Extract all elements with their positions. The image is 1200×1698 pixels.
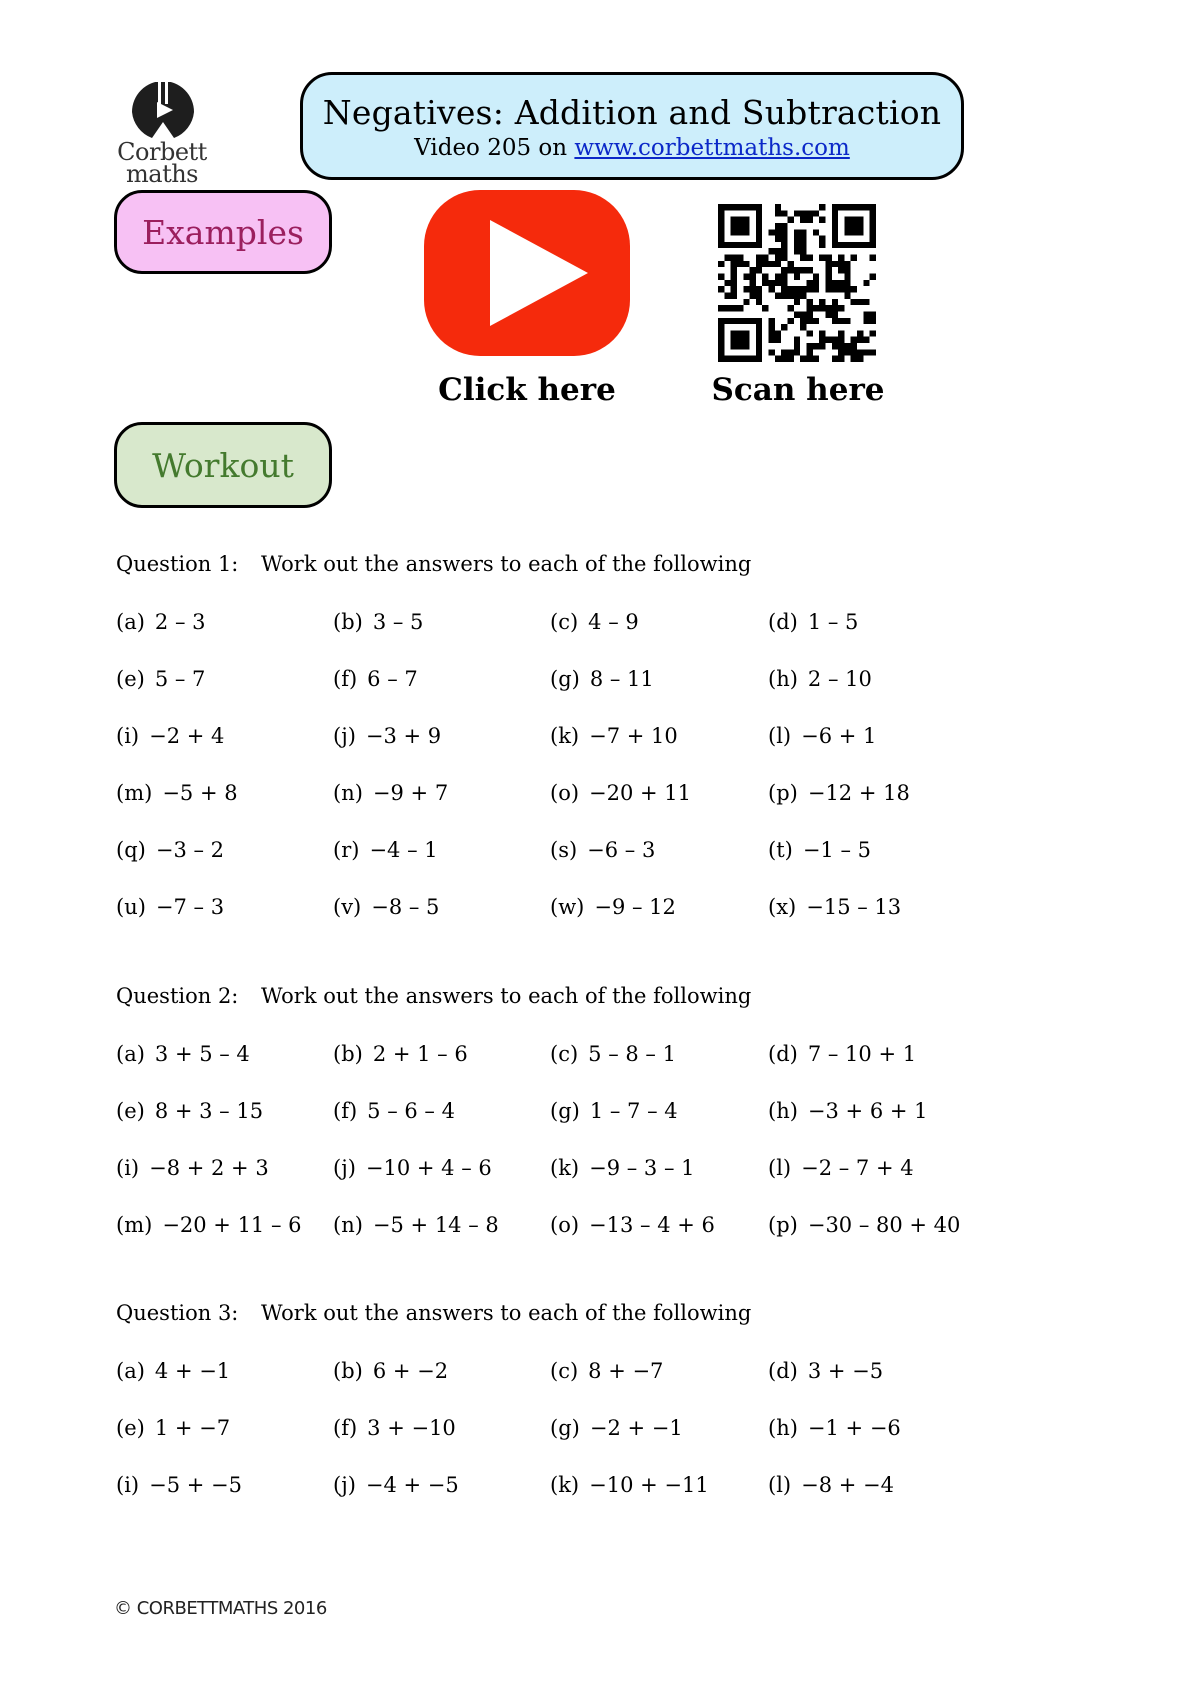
item-expression: 8 + −7 (588, 1359, 664, 1383)
item-label: (m) (116, 781, 153, 805)
item-label: (j) (333, 724, 356, 748)
question-item (333, 1099, 455, 1123)
question-item (333, 1042, 468, 1066)
item-expression: 3 – 5 (372, 610, 424, 634)
item-expression: 4 + −1 (154, 1359, 231, 1383)
question-item (116, 1042, 250, 1066)
play-button-icon (424, 190, 630, 356)
question-instruction: Work out the answers to each of the following (261, 1301, 752, 1325)
item-label: (b) (333, 1359, 363, 1383)
item-expression: −13 – 4 + 6 (589, 1213, 715, 1237)
question-number: Question 3: (116, 1301, 239, 1325)
question-item (333, 895, 439, 919)
item-expression: 8 + 3 – 15 (154, 1099, 264, 1123)
click-here-label[interactable]: Click here (438, 372, 616, 408)
question-item (768, 1359, 883, 1383)
question-item (550, 610, 639, 634)
item-label: (l) (768, 1156, 792, 1180)
item-label: (e) (116, 1416, 145, 1440)
item-expression: −10 + 4 – 6 (365, 1156, 492, 1180)
question-item (550, 1042, 676, 1066)
item-label: (h) (768, 667, 798, 691)
item-label: (a) (116, 1359, 145, 1383)
question-item (333, 724, 441, 748)
item-label: (l) (768, 724, 792, 748)
question-item (333, 838, 438, 862)
question-item (333, 667, 418, 691)
question-item (333, 1359, 448, 1383)
item-label: (g) (550, 1099, 580, 1123)
item-expression: −8 – 5 (371, 895, 440, 919)
question-item (768, 724, 876, 748)
question-item (768, 667, 872, 691)
question-number: Question 2: (116, 984, 239, 1008)
item-label: (j) (333, 1473, 356, 1497)
item-label: (d) (768, 1042, 798, 1066)
question-item (333, 781, 448, 805)
item-label: (e) (116, 667, 145, 691)
item-expression: −6 + 1 (801, 724, 877, 748)
item-expression: −4 – 1 (369, 838, 438, 862)
item-expression: −3 + 9 (365, 724, 442, 748)
subtitle-prefix: Video 205 on (414, 135, 575, 161)
question-item (550, 1156, 695, 1180)
question-item (768, 1156, 914, 1180)
question-item (768, 1473, 894, 1497)
question-item (550, 781, 691, 805)
question-item (550, 838, 655, 862)
item-label: (p) (768, 1213, 798, 1237)
item-expression: 8 – 11 (589, 667, 654, 691)
question-item (768, 610, 858, 634)
item-expression: −4 + −5 (365, 1473, 459, 1497)
item-expression: −2 + 4 (149, 724, 225, 748)
item-label: (d) (768, 610, 798, 634)
question-item (333, 610, 423, 634)
question-item (116, 724, 224, 748)
item-label: (c) (550, 610, 579, 634)
question-item (116, 838, 224, 862)
item-expression: −1 + −6 (807, 1416, 901, 1440)
question-number: Question 1: (116, 552, 239, 576)
item-expression: −12 + 18 (807, 781, 910, 805)
examples-button[interactable]: Examples (114, 190, 332, 274)
item-expression: −2 – 7 + 4 (801, 1156, 914, 1180)
question-item (116, 781, 238, 805)
item-label: (c) (550, 1359, 579, 1383)
question-item (333, 1416, 456, 1440)
question-3-heading (116, 1301, 751, 1325)
item-label: (k) (550, 724, 580, 748)
question-item (550, 1213, 715, 1237)
question-item (550, 724, 678, 748)
question-item (116, 1416, 230, 1440)
question-item (768, 838, 871, 862)
item-label: (b) (333, 1042, 363, 1066)
item-label: (t) (768, 838, 793, 862)
item-label: (o) (550, 781, 580, 805)
item-expression: 6 – 7 (367, 667, 418, 691)
page-subtitle (303, 133, 961, 163)
item-label: (s) (550, 838, 578, 862)
item-label: (b) (333, 610, 363, 634)
item-label: (e) (116, 1099, 145, 1123)
item-expression: −9 – 3 – 1 (589, 1156, 695, 1180)
item-expression: −5 + −5 (149, 1473, 242, 1497)
item-expression: −20 + 11 – 6 (162, 1213, 302, 1237)
item-expression: 2 + 1 – 6 (372, 1042, 468, 1066)
item-label: (m) (116, 1213, 153, 1237)
item-expression: 2 – 3 (154, 610, 206, 634)
workout-button[interactable]: Workout (114, 422, 332, 508)
item-label: (p) (768, 781, 798, 805)
logo-word-corbett: Corbett (117, 138, 207, 166)
question-item (333, 1473, 459, 1497)
play-button[interactable] (424, 190, 630, 356)
item-expression: −8 + 2 + 3 (149, 1156, 269, 1180)
scan-here-label: Scan here (711, 372, 885, 408)
question-item (116, 1099, 263, 1123)
item-expression: 2 – 10 (807, 667, 872, 691)
item-expression: 1 – 7 – 4 (589, 1099, 678, 1123)
question-item (116, 1156, 269, 1180)
question-1-heading (116, 552, 751, 576)
question-item (768, 1416, 901, 1440)
question-item (550, 1416, 683, 1440)
question-item (768, 895, 901, 919)
item-label: (w) (550, 895, 585, 919)
item-expression: −7 – 3 (155, 895, 225, 919)
item-label: (v) (333, 895, 362, 919)
item-label: (n) (333, 781, 363, 805)
question-item (768, 1213, 960, 1237)
item-expression: −1 – 5 (802, 838, 871, 862)
item-label: (k) (550, 1473, 580, 1497)
question-item (768, 1042, 916, 1066)
item-expression: −6 – 3 (587, 838, 656, 862)
page-title: Negatives: Addition and Subtraction (322, 93, 942, 132)
question-item (550, 895, 676, 919)
question-item (550, 1099, 678, 1123)
item-expression: −2 + −1 (589, 1416, 683, 1440)
item-expression: −30 – 80 + 40 (807, 1213, 961, 1237)
item-label: (d) (768, 1359, 798, 1383)
question-item (768, 1099, 928, 1123)
item-expression: 1 + −7 (154, 1416, 231, 1440)
question-item (116, 1359, 230, 1383)
question-item (116, 1213, 302, 1237)
item-label: (c) (550, 1042, 579, 1066)
question-instruction: Work out the answers to each of the following (261, 552, 752, 576)
item-label: (r) (333, 838, 360, 862)
copyright-footer: © CORBETTMATHS 2016 (114, 1598, 327, 1619)
item-label: (h) (768, 1416, 798, 1440)
item-expression: −9 – 12 (594, 895, 676, 919)
qr-code (718, 204, 876, 362)
item-label: (x) (768, 895, 797, 919)
item-label: (l) (768, 1473, 792, 1497)
item-expression: −5 + 14 – 8 (372, 1213, 499, 1237)
item-expression: 5 – 7 (154, 667, 206, 691)
item-label: (g) (550, 1416, 580, 1440)
question-2-heading (116, 984, 751, 1008)
item-expression: 4 – 9 (588, 610, 639, 634)
item-label: (n) (333, 1213, 363, 1237)
question-item (550, 667, 654, 691)
title-box (300, 72, 964, 180)
item-expression: 5 – 6 – 4 (367, 1099, 455, 1123)
question-item (768, 781, 910, 805)
qr-code-icon (718, 204, 876, 362)
question-item (333, 1156, 492, 1180)
item-label: (f) (333, 1099, 358, 1123)
item-expression: −3 – 2 (155, 838, 225, 862)
item-label: (i) (116, 724, 140, 748)
item-expression: −8 + −4 (801, 1473, 894, 1497)
corbett-maths-logo (112, 82, 212, 192)
item-expression: 1 – 5 (807, 610, 859, 634)
question-item (333, 1213, 499, 1237)
item-expression: 6 + −2 (372, 1359, 449, 1383)
item-label: (a) (116, 610, 145, 634)
question-item (116, 667, 205, 691)
item-label: (i) (116, 1156, 140, 1180)
item-label: (k) (550, 1156, 580, 1180)
item-expression: −20 + 11 (589, 781, 692, 805)
item-expression: 3 + −10 (367, 1416, 456, 1440)
question-instruction: Work out the answers to each of the following (261, 984, 752, 1008)
corbett-maths-logo-icon (128, 82, 198, 140)
question-item (550, 1359, 663, 1383)
item-label: (q) (116, 838, 146, 862)
item-label: (h) (768, 1099, 798, 1123)
item-expression: −5 + 8 (162, 781, 238, 805)
item-expression: −9 + 7 (372, 781, 449, 805)
item-label: (j) (333, 1156, 356, 1180)
item-expression: 7 – 10 + 1 (807, 1042, 917, 1066)
item-label: (o) (550, 1213, 580, 1237)
item-label: (f) (333, 1416, 358, 1440)
item-label: (a) (116, 1042, 145, 1066)
item-label: (g) (550, 667, 580, 691)
item-label: (u) (116, 895, 146, 919)
item-expression: 5 – 8 – 1 (588, 1042, 676, 1066)
question-item (116, 1473, 242, 1497)
item-expression: −15 – 13 (806, 895, 902, 919)
question-item (116, 895, 224, 919)
logo-word-maths: maths (126, 160, 198, 188)
item-expression: −3 + 6 + 1 (807, 1099, 928, 1123)
item-expression: −7 + 10 (589, 724, 678, 748)
item-expression: −10 + −11 (589, 1473, 709, 1497)
item-label: (f) (333, 667, 358, 691)
item-expression: 3 + 5 – 4 (154, 1042, 250, 1066)
question-item (550, 1473, 709, 1497)
item-expression: 3 + −5 (807, 1359, 884, 1383)
corbettmaths-link[interactable]: www.corbettmaths.com (574, 135, 850, 161)
item-label: (i) (116, 1473, 140, 1497)
question-item (116, 610, 205, 634)
